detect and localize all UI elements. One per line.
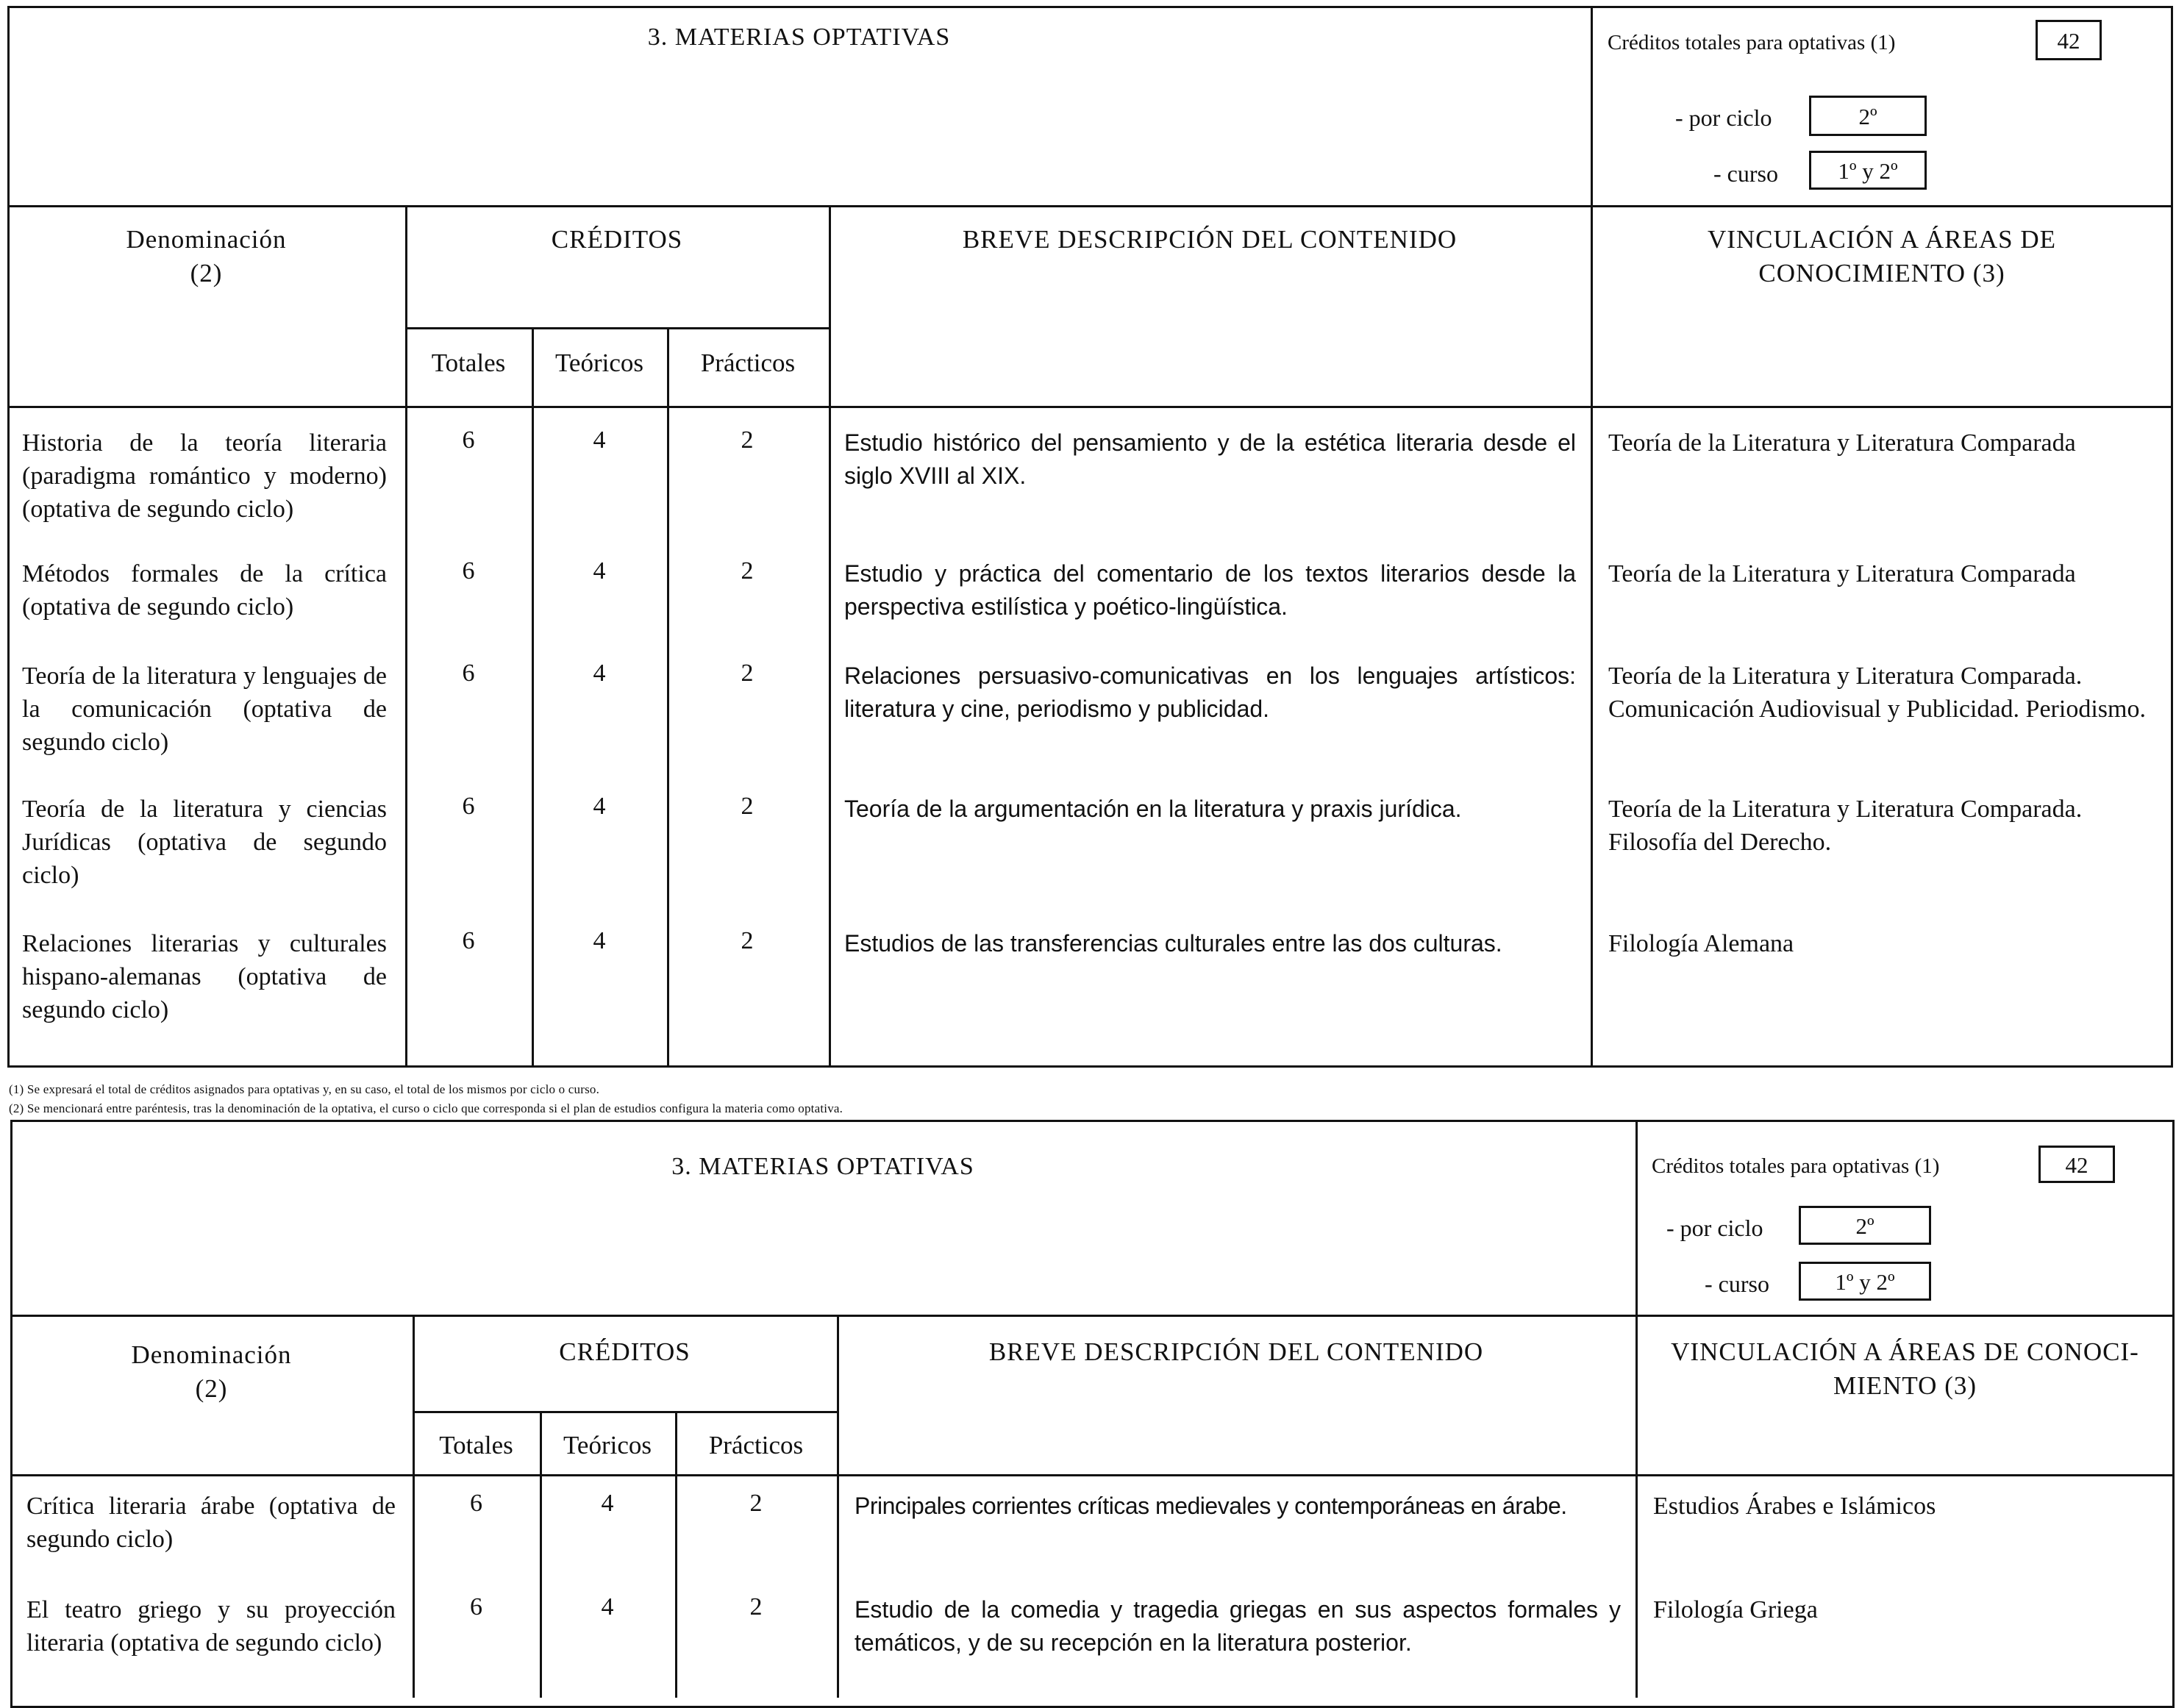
por-ciclo-label: - por ciclo: [1666, 1215, 1763, 1241]
credits-total-box: 42: [2036, 20, 2102, 60]
divider: [10, 1474, 2175, 1476]
divider: [413, 1411, 837, 1413]
row-area: Filología Griega: [1653, 1596, 1818, 1623]
row-practicos: 2: [741, 557, 754, 585]
row-practicos: 2: [741, 927, 754, 954]
row-name: Métodos formales de la crítica (optativa de segundo ciclo): [22, 560, 387, 621]
page-title: 3. MATERIAS OPTATIVAS: [671, 1153, 974, 1180]
row-teoricos: 4: [593, 660, 606, 687]
row-area: Estudios Árabes e Islámicos: [1653, 1493, 1936, 1520]
row-totales: 6: [470, 1593, 482, 1621]
header-denominacion-text: Denominación: [126, 225, 287, 254]
header-denominacion-note: (2): [195, 1374, 228, 1403]
row-name: Teoría de la literatura y ciencias Jurídicas (optativa de segundo ciclo): [22, 796, 387, 889]
row-practicos: 2: [749, 1593, 763, 1621]
header-practicos: Prácticos: [708, 1431, 804, 1459]
header-descripcion: BREVE DESCRIPCIÓN DEL CONTENIDO: [962, 225, 1458, 254]
divider: [1591, 6, 1593, 1068]
divider: [405, 327, 829, 329]
row-practicos: 2: [749, 1490, 763, 1517]
curso-label: - curso: [1705, 1271, 1769, 1297]
header-vinculacion-line1: VINCULACIÓN A ÁREAS DE: [1707, 225, 2057, 254]
row-area: Teoría de la Literatura y Literatura Comparada: [1608, 560, 2076, 587]
header-practicos: Prácticos: [700, 349, 796, 377]
header-creditos: CRÉDITOS: [551, 225, 683, 254]
row-totales: 6: [462, 557, 475, 585]
curso-label: - curso: [1713, 160, 1778, 187]
credits-total-label: Créditos totales para optativas (1): [1608, 31, 1896, 54]
header-totales: Totales: [439, 1431, 513, 1459]
row-desc: Estudio de la comedia y tragedia griegas en sus aspectos formales y temáticos, y de su recepción en la literatura posterior.: [855, 1596, 1621, 1656]
row-desc: Estudio y práctica del comentario de los textos literarios desde la perspectiva estilística y poético-lingüística.: [844, 560, 1576, 620]
header-teoricos: Teóricos: [563, 1431, 652, 1459]
header-vinculacion-line1: VINCULACIÓN A ÁREAS DE CONOCI-: [1671, 1337, 2139, 1366]
row-name: Historia de la teoría literaria (paradigma romántico y moderno) (optativa de segundo ciclo): [22, 429, 387, 523]
curso-box: 1º y 2º: [1809, 151, 1927, 190]
header-denominacion: [10, 1338, 413, 1406]
row-totales: 6: [462, 660, 475, 687]
row-area: Teoría de la Literatura y Literatura Comparada: [1608, 429, 2076, 457]
header-vinculacion-line2: MIENTO (3): [1833, 1371, 1977, 1400]
divider: [667, 327, 669, 1068]
row-desc: Principales corrientes críticas medievales y contemporáneas en árabe.: [855, 1493, 1567, 1519]
row-desc: Estudios de las transferencias culturales entre las dos culturas.: [844, 930, 1502, 957]
row-desc: Estudio histórico del pensamiento y de la estética literaria desde el siglo XVIII al XIX.: [844, 429, 1576, 489]
row-desc: Teoría de la argumentación en la literatura y praxis jurídica.: [844, 796, 1462, 822]
header-denominacion: [7, 223, 405, 290]
header-denominacion-text: Denominación: [131, 1340, 292, 1369]
por-ciclo-box: 2º: [1809, 96, 1927, 136]
row-practicos: 2: [741, 793, 754, 820]
header-vinculacion: [1635, 1335, 2175, 1403]
por-ciclo-label: - por ciclo: [1675, 104, 1772, 131]
row-totales: 6: [470, 1490, 482, 1517]
footnote-2: (2) Se mencionará entre paréntesis, tras la denominación de la optativa, el curso o ciclo que corresponda si el plan de estudios configura la materia como optativa.: [9, 1101, 843, 1115]
credits-total-box: 42: [2038, 1146, 2115, 1183]
header-totales: Totales: [431, 349, 506, 377]
header-descripcion: BREVE DESCRIPCIÓN DEL CONTENIDO: [988, 1337, 1484, 1366]
header-denominacion-note: (2): [190, 259, 223, 287]
credits-total-label: Créditos totales para optativas (1): [1652, 1154, 1940, 1178]
row-totales: 6: [462, 793, 475, 820]
row-desc: Relaciones persuasivo-comunicativas en los lenguajes artísticos: literatura y cine, periodismo y publicidad.: [844, 662, 1576, 722]
row-totales: 6: [462, 927, 475, 954]
divider: [7, 205, 2173, 207]
divider: [837, 1315, 839, 1698]
por-ciclo-box: 2º: [1799, 1206, 1931, 1245]
row-name: Relaciones literarias y culturales hispano-alemanas (optativa de segundo ciclo): [22, 930, 387, 1023]
footnote-1: (1) Se expresará el total de créditos asignados para optativas y, en su caso, el total de los mismos por ciclo o curso.: [9, 1082, 600, 1096]
divider: [1635, 1120, 1638, 1698]
row-practicos: 2: [741, 660, 754, 687]
header-teoricos: Teóricos: [554, 349, 643, 377]
header-creditos: CRÉDITOS: [559, 1337, 691, 1366]
divider: [7, 406, 2173, 408]
row-area: Teoría de la Literatura y Literatura Comparada. Filosofía del Derecho.: [1608, 796, 2083, 856]
row-teoricos: 4: [593, 557, 606, 585]
row-teoricos: 4: [593, 426, 606, 454]
row-teoricos: 4: [601, 1593, 614, 1621]
divider: [10, 1315, 2175, 1317]
row-totales: 6: [462, 426, 475, 454]
page-title: 3. MATERIAS OPTATIVAS: [647, 24, 951, 51]
row-teoricos: 4: [601, 1490, 614, 1517]
curso-box: 1º y 2º: [1799, 1262, 1931, 1301]
header-vinculacion: [1591, 223, 2173, 290]
row-teoricos: 4: [593, 927, 606, 954]
row-practicos: 2: [741, 426, 754, 454]
row-area: Filología Alemana: [1608, 930, 1794, 957]
row-area: Teoría de la Literatura y Literatura Comparada. Comunicación Audiovisual y Publicidad. Periodismo.: [1608, 662, 2146, 723]
header-vinculacion-line2: CONOCIMIENTO (3): [1758, 259, 2005, 287]
row-name: El teatro griego y su proyección literaria (optativa de segundo ciclo): [26, 1596, 396, 1657]
row-name: Teoría de la literatura y lenguajes de la comunicación (optativa de segundo ciclo): [22, 662, 387, 756]
divider: [829, 205, 831, 1068]
row-teoricos: 4: [593, 793, 606, 820]
row-name: Crítica literaria árabe (optativa de segundo ciclo): [26, 1493, 396, 1553]
